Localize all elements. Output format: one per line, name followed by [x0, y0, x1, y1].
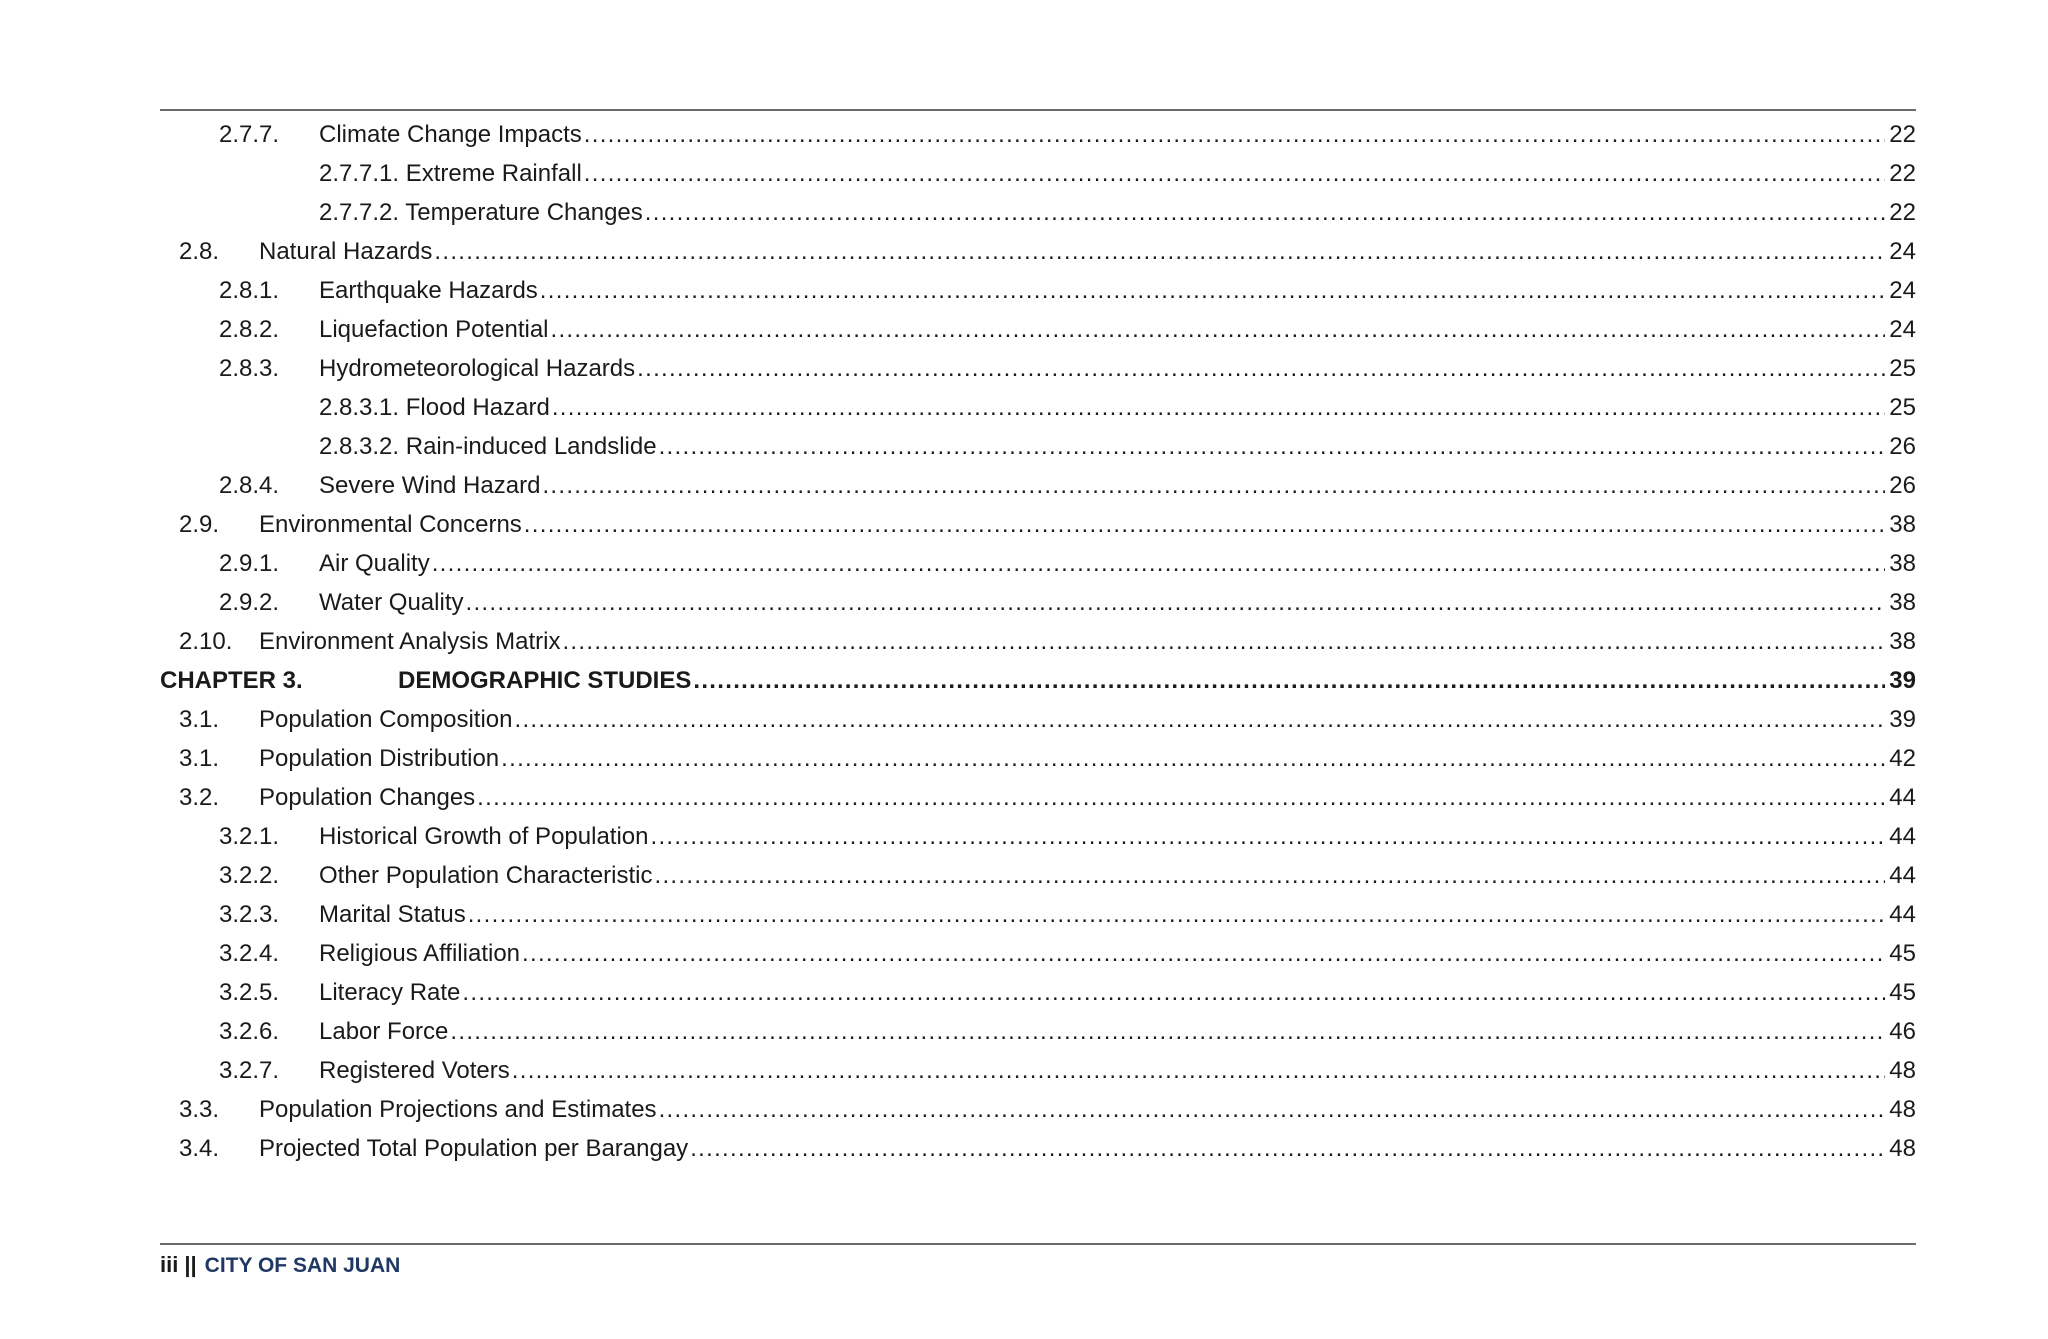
toc-entry-number: 2.8.1. [219, 277, 280, 304]
dot-leader [468, 895, 1886, 934]
toc-entry-title: Historical Growth of Population [319, 823, 649, 850]
toc-entry-number: 3.1. [179, 745, 220, 772]
toc-entry-page: 38 [1889, 628, 1916, 655]
toc-entry-title: Population Changes [259, 784, 476, 811]
toc-entry-leader-line [319, 1012, 1916, 1051]
toc-entry-page: 45 [1889, 940, 1916, 967]
toc-entry-leader-line [398, 661, 1916, 700]
toc-entry-leader-line [319, 154, 1916, 193]
toc-entry-page: 26 [1889, 472, 1916, 499]
toc-entry-page: 45 [1889, 979, 1916, 1006]
toc-entry-page: 38 [1889, 550, 1916, 577]
toc-entry-page: 25 [1889, 394, 1916, 421]
toc-entry-page: 44 [1889, 823, 1916, 850]
toc-entry-page: 22 [1889, 199, 1916, 226]
toc-entry[interactable] [0, 739, 2048, 778]
toc-entry-title: 2.7.7.2. Temperature Changes [319, 199, 643, 226]
dot-leader [650, 817, 1885, 856]
toc-entry-page: 38 [1889, 511, 1916, 538]
toc-entry-leader-line [319, 583, 1916, 622]
toc-entry-leader-line [319, 1051, 1916, 1090]
toc-entry-number: 2.9.2. [219, 589, 280, 616]
toc-entry-title: Labor Force [319, 1018, 449, 1045]
dot-leader [512, 1051, 1886, 1090]
toc-entry[interactable] [0, 466, 2048, 505]
toc-entry-leader-line [259, 1129, 1916, 1168]
dot-leader [693, 661, 1885, 700]
toc-entry-number: 3.2.7. [219, 1057, 280, 1084]
toc-entry-page: 24 [1889, 316, 1916, 343]
toc-entry-leader-line [319, 388, 1916, 427]
toc-entry-leader-line [319, 544, 1916, 583]
toc-entry-leader-line [319, 115, 1916, 154]
toc-entry-page: 39 [1889, 706, 1916, 733]
dot-leader [434, 232, 1885, 271]
toc-entry-title: Water Quality [319, 589, 464, 616]
toc-entry-title: Earthquake Hazards [319, 277, 538, 304]
toc-entry-title: 2.8.3.2. Rain-induced Landslide [319, 433, 657, 460]
toc-entry-title: 2.8.3.1. Flood Hazard [319, 394, 550, 421]
toc-entry-title: Hydrometeorological Hazards [319, 355, 636, 382]
toc-entry[interactable] [0, 154, 2048, 193]
toc-entry[interactable] [0, 895, 2048, 934]
toc-entry-leader-line [259, 232, 1916, 271]
toc-entry-leader-line [319, 349, 1916, 388]
toc-entry-page: 44 [1889, 784, 1916, 811]
toc-entry-number: 3.1. [179, 706, 220, 733]
toc-entry-number: CHAPTER 3. [160, 667, 303, 694]
toc-entry-leader-line [319, 856, 1916, 895]
toc-entry-title: 2.7.7.1. Extreme Rainfall [319, 160, 582, 187]
toc-entry-title: Projected Total Population per Barangay [259, 1135, 689, 1162]
toc-entry-number: 2.8.2. [219, 316, 280, 343]
dot-leader [659, 1090, 1886, 1129]
dot-leader [501, 739, 1885, 778]
toc-entry[interactable] [0, 583, 2048, 622]
footer-separator: || [184, 1252, 197, 1277]
footer-rule [160, 1243, 1916, 1245]
page-footer [160, 1250, 400, 1280]
toc-entry[interactable] [0, 193, 2048, 232]
toc-entry-title: Religious Affiliation [319, 940, 521, 967]
dot-leader [584, 154, 1886, 193]
toc-entry-leader-line [319, 973, 1916, 1012]
toc-entry-title: Severe Wind Hazard [319, 472, 541, 499]
toc-entry-page: 38 [1889, 589, 1916, 616]
toc-entry-number: 2.7.7. [219, 121, 280, 148]
dot-leader [542, 466, 1885, 505]
toc-entry-page: 48 [1889, 1057, 1916, 1084]
toc-entry-number: 2.9.1. [219, 550, 280, 577]
toc-entry[interactable] [0, 1012, 2048, 1051]
toc-entry[interactable] [0, 934, 2048, 973]
toc-entry-page: 48 [1889, 1096, 1916, 1123]
toc-entry-leader-line [259, 1090, 1916, 1129]
toc-entry-number: 2.8.4. [219, 472, 280, 499]
toc-entry-leader-line [319, 466, 1916, 505]
toc-entry-title: Population Projections and Estimates [259, 1096, 657, 1123]
organization-name: CITY OF SAN JUAN [204, 1254, 401, 1277]
toc-entry[interactable] [0, 349, 2048, 388]
toc-entry-number: 3.2.5. [219, 979, 280, 1006]
toc-entry-title: Other Population Characteristic [319, 862, 653, 889]
toc-entry-number: 2.8.3. [219, 355, 280, 382]
toc-entry[interactable] [0, 388, 2048, 427]
toc-entry-title: Population Distribution [259, 745, 500, 772]
toc-entry-page: 25 [1889, 355, 1916, 382]
toc-entry-title: Environmental Concerns [259, 511, 522, 538]
toc-entry-page: 46 [1889, 1018, 1916, 1045]
toc-entry[interactable] [0, 544, 2048, 583]
toc-entry-leader-line [319, 271, 1916, 310]
toc-entry-leader-line [319, 427, 1916, 466]
toc-entry-page: 22 [1889, 121, 1916, 148]
toc-entry-title: DEMOGRAPHIC STUDIES [398, 667, 692, 694]
toc-entry-number: 2.8. [179, 238, 220, 265]
toc-entry[interactable] [0, 622, 2048, 661]
toc-entry-leader-line [259, 700, 1916, 739]
toc-entry-number: 3.2.1. [219, 823, 280, 850]
dot-leader [645, 193, 1886, 232]
toc-entry[interactable] [0, 856, 2048, 895]
toc-entry[interactable] [0, 1129, 2048, 1168]
toc-entry[interactable] [0, 700, 2048, 739]
dot-leader [655, 856, 1886, 895]
toc-chapter-entry[interactable] [0, 661, 2048, 700]
toc-entry-title: Air Quality [319, 550, 430, 577]
dot-leader [637, 349, 1885, 388]
toc-entry-title: Liquefaction Potential [319, 316, 549, 343]
toc-entry-leader-line [319, 895, 1916, 934]
toc-entry-number: 2.9. [179, 511, 220, 538]
toc-entry-leader-line [259, 505, 1916, 544]
dot-leader [465, 583, 1885, 622]
toc-entry[interactable] [0, 505, 2048, 544]
dot-leader [522, 934, 1885, 973]
toc-entry-page: 24 [1889, 277, 1916, 304]
toc-entry-leader-line [259, 622, 1916, 661]
dot-leader [450, 1012, 1885, 1051]
toc-entry[interactable] [0, 817, 2048, 856]
page-number: iii [160, 1252, 179, 1277]
toc-entry-leader-line [319, 934, 1916, 973]
dot-leader [562, 622, 1885, 661]
toc-entry-page: 44 [1889, 862, 1916, 889]
dot-leader [659, 427, 1886, 466]
dot-leader [584, 115, 1886, 154]
toc-entry[interactable] [0, 973, 2048, 1012]
toc-entry-title: Natural Hazards [259, 238, 433, 265]
toc-entry-title: Marital Status [319, 901, 466, 928]
dot-leader [462, 973, 1885, 1012]
toc-entry-page: 42 [1889, 745, 1916, 772]
dot-leader [432, 544, 1886, 583]
toc-entry-leader-line [319, 817, 1916, 856]
toc-entry-number: 2.10. [179, 628, 233, 655]
toc-entry-leader-line [259, 739, 1916, 778]
dot-leader [477, 778, 1885, 817]
dot-leader [515, 700, 1886, 739]
toc-entry-title: Literacy Rate [319, 979, 461, 1006]
toc-entry-title: Population Composition [259, 706, 513, 733]
toc-entry-leader-line [319, 310, 1916, 349]
toc-entry[interactable] [0, 778, 2048, 817]
toc-entry[interactable] [0, 427, 2048, 466]
toc-entry[interactable] [0, 1090, 2048, 1129]
toc-entry-title: Climate Change Impacts [319, 121, 582, 148]
toc-entry[interactable] [0, 271, 2048, 310]
toc-entry-page: 22 [1889, 160, 1916, 187]
toc-entry-number: 3.2.4. [219, 940, 280, 967]
toc-entry-page: 48 [1889, 1135, 1916, 1162]
dot-leader [551, 310, 1886, 349]
toc-entry-number: 3.2. [179, 784, 220, 811]
toc-entry-title: Environment Analysis Matrix [259, 628, 561, 655]
toc-entry[interactable] [0, 232, 2048, 271]
toc-entry-page: 44 [1889, 901, 1916, 928]
toc-entry[interactable] [0, 115, 2048, 154]
toc-entry[interactable] [0, 1051, 2048, 1090]
dot-leader [552, 388, 1885, 427]
toc-entry[interactable] [0, 310, 2048, 349]
toc-entry-number: 3.3. [179, 1096, 220, 1123]
dot-leader [540, 271, 1886, 310]
dot-leader [690, 1129, 1885, 1168]
toc-entry-number: 3.2.3. [219, 901, 280, 928]
toc-entry-leader-line [259, 778, 1916, 817]
toc-entry-number: 3.4. [179, 1135, 220, 1162]
toc-entry-title: Registered Voters [319, 1057, 510, 1084]
toc-entry-number: 3.2.2. [219, 862, 280, 889]
dot-leader [524, 505, 1886, 544]
toc-entry-leader-line [319, 193, 1916, 232]
toc-entry-page: 39 [1889, 667, 1916, 694]
toc-entry-page: 26 [1889, 433, 1916, 460]
header-rule [160, 109, 1916, 111]
toc-entry-page: 24 [1889, 238, 1916, 265]
toc-entry-number: 3.2.6. [219, 1018, 280, 1045]
